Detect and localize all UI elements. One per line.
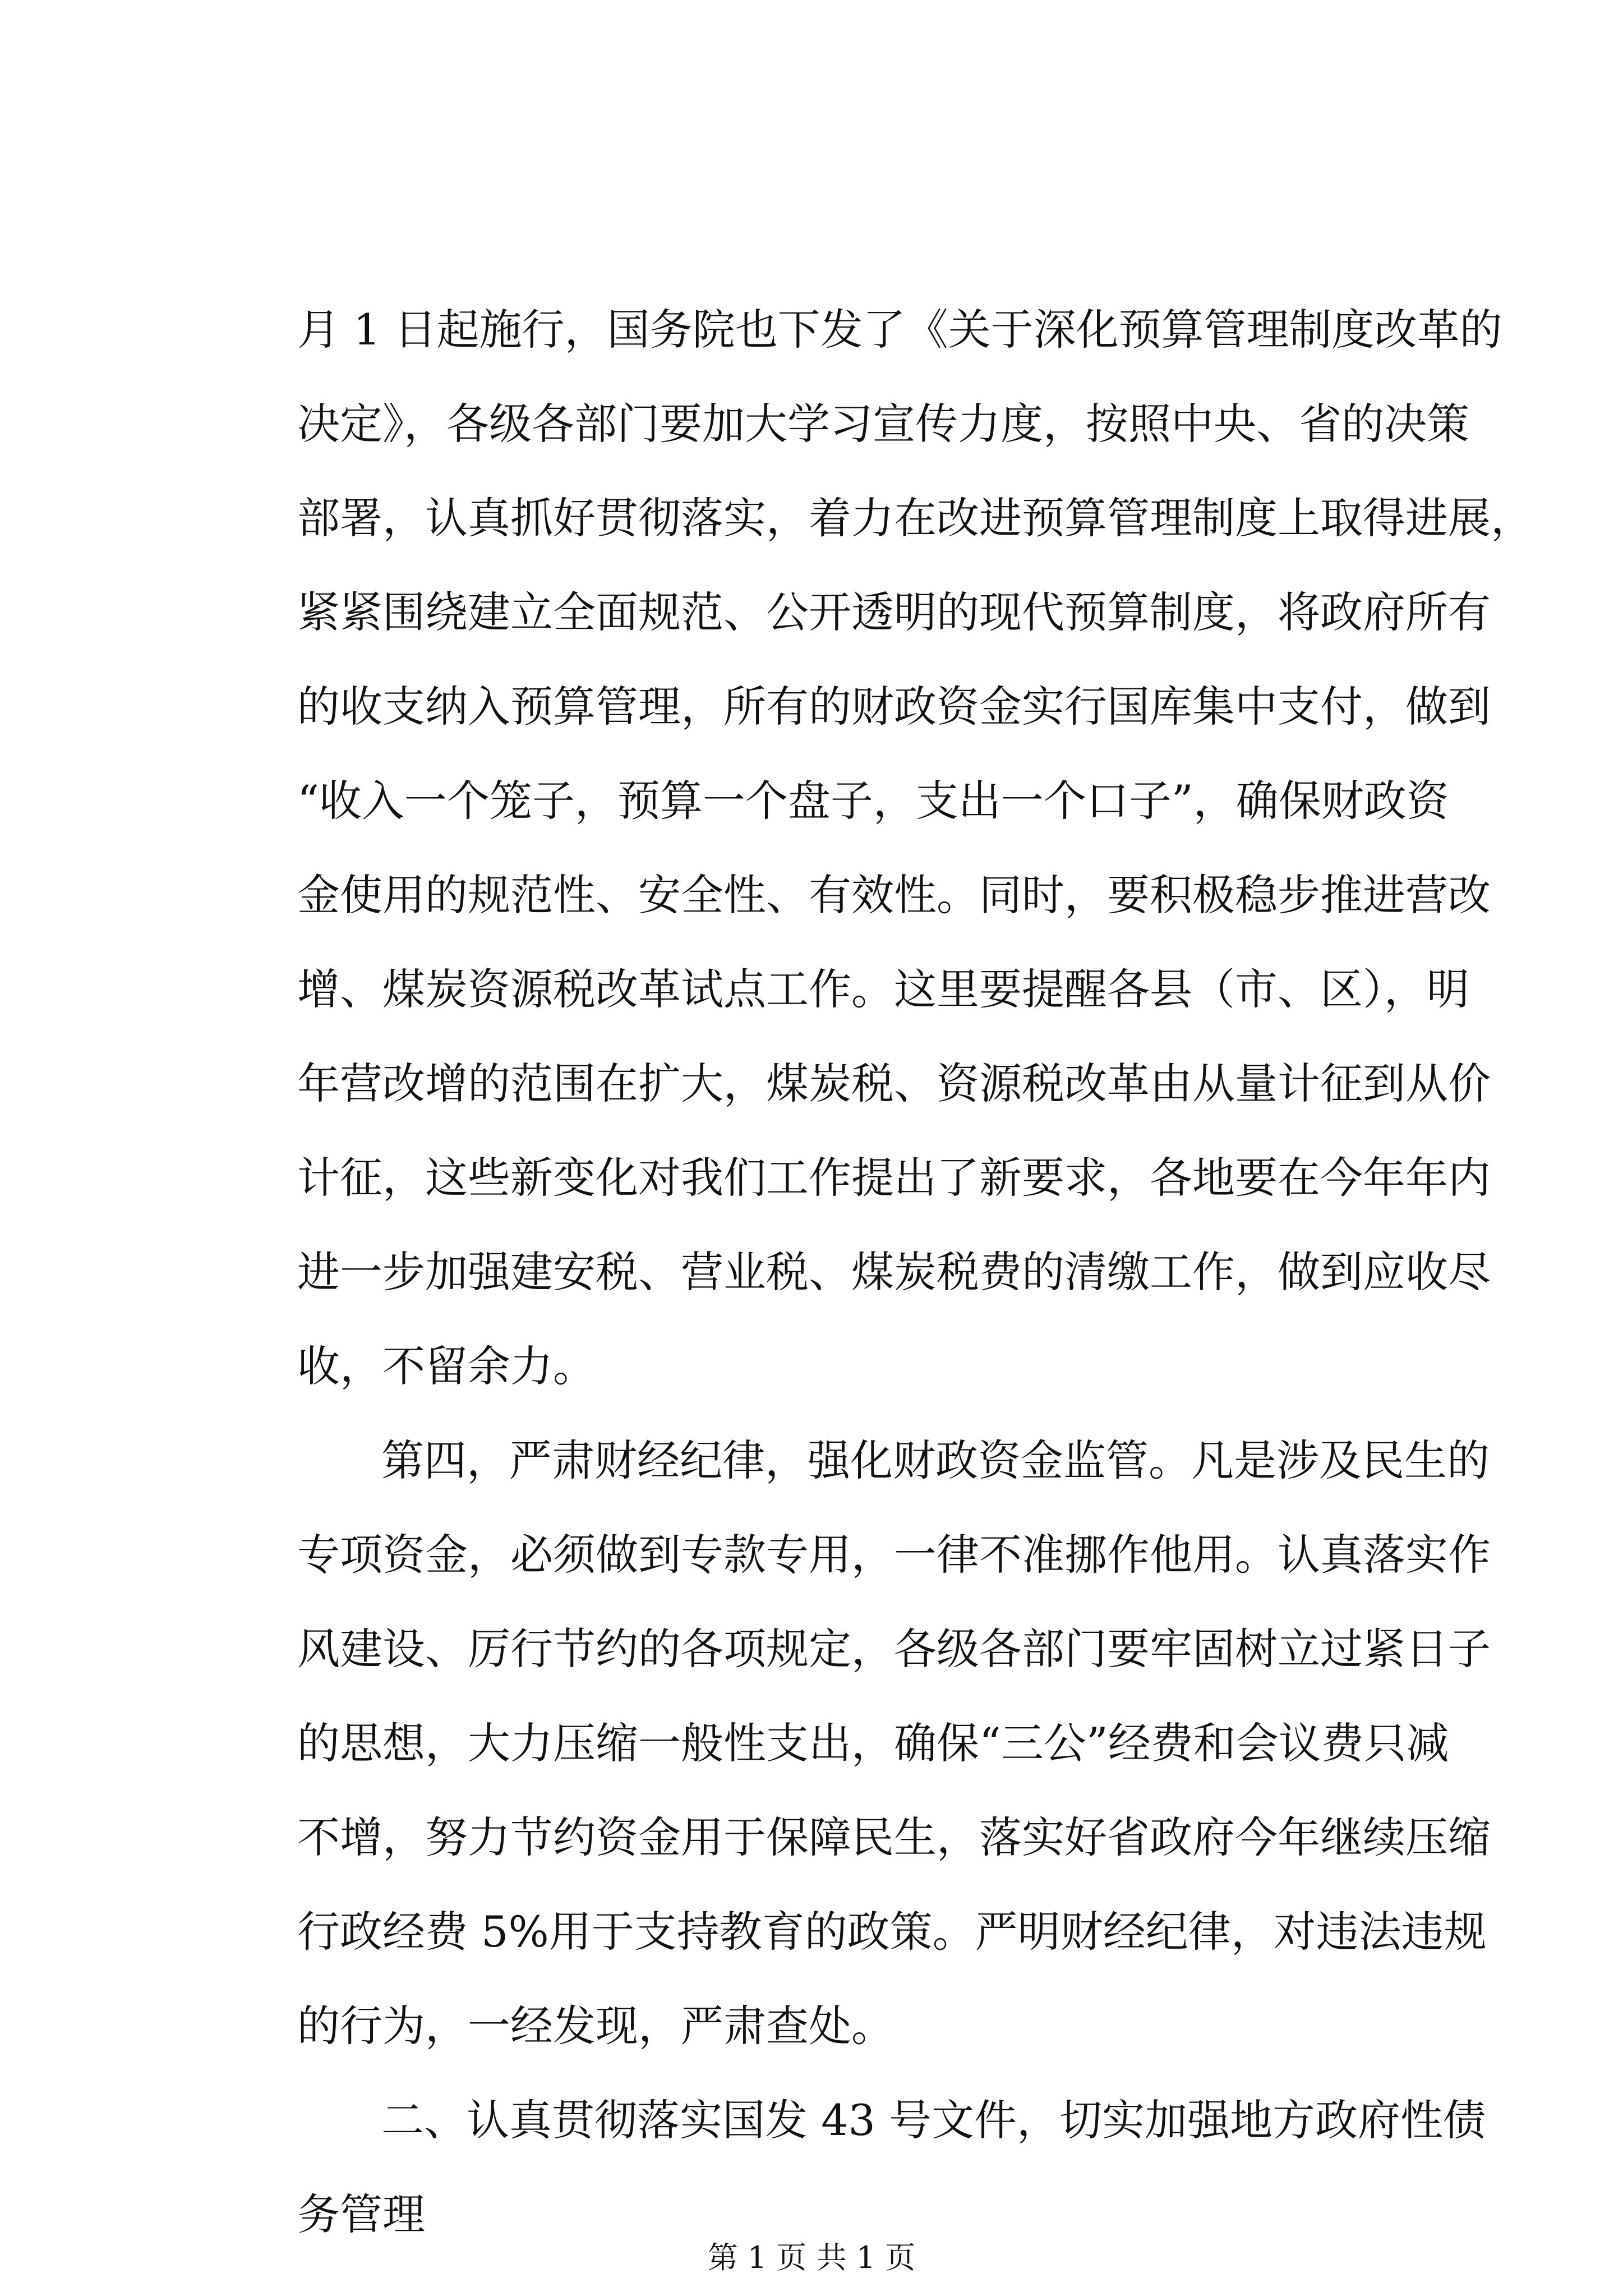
paragraph-line: 部署，认真抓好贯彻落实，着力在改进预算管理制度上取得进展， [297,493,1533,543]
paragraph-line: 计征，这些新变化对我们工作提出了新要求，各地要在今年年内 [297,1153,1491,1203]
paragraph-line: 专项资金，必须做到专款专用，一律不准挪作他用。认真落实作 [297,1530,1491,1580]
paragraph-line: “收入一个笼子，预算一个盘子，支出一个口子”，确保财政资 [297,776,1449,826]
paragraph-line: 风建设、厉行节约的各项规定，各级各部门要牢固树立过紧日子 [297,1624,1491,1674]
paragraph-line: 年营改增的范围在扩大，煤炭税、资源税改革由从量计征到从价 [297,1059,1491,1108]
paragraph-line: 行政经费 5%用于支持教育的政策。严明财经纪律，对违法违规 [297,1907,1487,1957]
paragraph-line: 不增，努力节约资金用于保障民生，落实好省政府今年继续压缩 [297,1812,1491,1862]
paragraph-line: 月 1 日起施行，国务院也下发了《关于深化预算管理制度改革的 [297,305,1502,355]
paragraph-line: 决定》，各级各部门要加大学习宣传力度，按照中央、省的决策 [297,399,1469,449]
paragraph-line: 紧紧围绕建立全面规范、公开透明的现代预算制度，将政府所有 [297,587,1491,637]
section-heading-line: 二、认真贯彻落实国发 43 号文件，切实加强地方政府性债 [381,2095,1486,2145]
paragraph-line: 的收支纳入预算管理，所有的财政资金实行国库集中支付，做到 [297,682,1491,731]
paragraph-line: 第四，严肃财经纪律，强化财政资金监管。凡是涉及民生的 [381,1435,1490,1485]
paragraph-line: 的行为，一经发现，严肃查处。 [297,2001,894,2051]
section-heading-line: 务管理 [297,2189,425,2239]
paragraph-line: 金使用的规范性、安全性、有效性。同时，要积极稳步推进营改 [297,870,1491,920]
paragraph-line: 的思想，大力压缩一般性支出，确保“三公”经费和会议费只减 [297,1718,1449,1768]
page-footer: 第 1 页 共 1 页 [707,2240,916,2275]
paragraph-line: 收，不留余力。 [297,1341,596,1391]
paragraph-line: 进一步加强建安税、营业税、煤炭税费的清缴工作，做到应收尽 [297,1247,1491,1297]
paragraph-line: 增、煤炭资源税改革试点工作。这里要提醒各县（市、区），明 [297,964,1469,1014]
